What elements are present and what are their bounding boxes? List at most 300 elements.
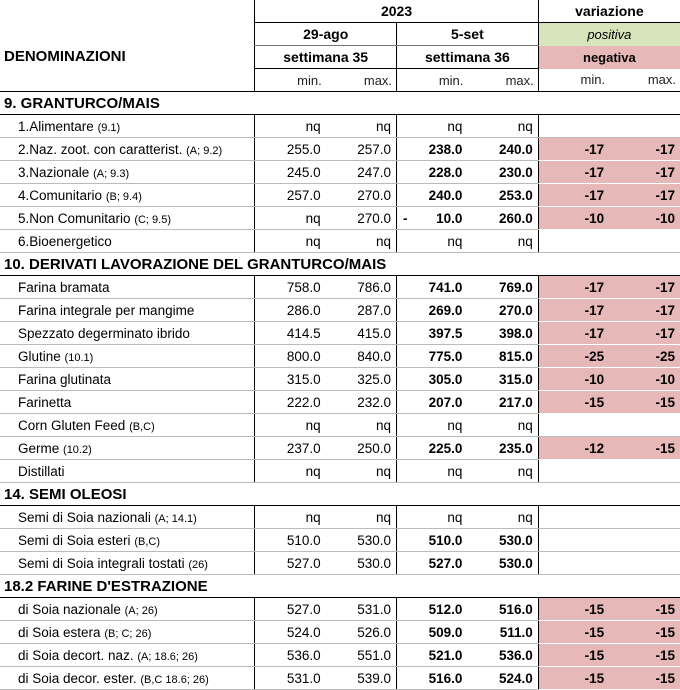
value-max-2	[467, 230, 538, 253]
value-max-2	[467, 161, 538, 184]
value-text: nq	[376, 417, 392, 433]
value-max-1	[326, 598, 397, 621]
row-name-cell	[0, 161, 255, 184]
value-min-2	[397, 207, 468, 230]
variazione-header: variazione	[538, 0, 680, 23]
row-code: (A; 18.6; 26)	[137, 650, 198, 663]
value-text: nq	[447, 118, 463, 134]
value-max-1	[326, 391, 397, 414]
value-max-2	[467, 621, 538, 644]
value-min-2	[397, 138, 468, 161]
value-text: 230.0	[498, 164, 533, 180]
value-text: 530.0	[498, 555, 533, 571]
value-max-1	[326, 138, 397, 161]
row-name: Corn Gluten Feed	[18, 417, 126, 433]
value-min-1	[255, 506, 326, 529]
variation-max: -15	[609, 598, 680, 621]
value-text: 250.0	[357, 440, 392, 456]
variation-min: -17	[538, 276, 609, 299]
row-name: Germe	[18, 440, 60, 456]
row-name-cell	[0, 460, 255, 483]
row-name: Semi di Soia nazionali	[18, 509, 151, 525]
value-text: 235.0	[498, 440, 533, 456]
value-text: 398.0	[498, 325, 533, 341]
value-text: nq	[517, 463, 533, 479]
section-title: 18.2 FARINE D'ESTRAZIONE	[0, 575, 680, 598]
row-name: 2.Naz. zoot. con caratterist.	[18, 141, 183, 157]
value-min-2	[397, 414, 468, 437]
row-name: Farina integrale per mangime	[18, 302, 195, 318]
value-max-1	[326, 299, 397, 322]
value-text: nq	[376, 509, 392, 525]
value-min-1	[255, 667, 326, 690]
value-min-1	[255, 644, 326, 667]
value-max-2	[467, 391, 538, 414]
value-min-1	[255, 115, 326, 138]
date2-header: 5-set	[397, 23, 539, 46]
value-max-2	[467, 345, 538, 368]
value-text: 516.0	[498, 601, 533, 617]
value-max-2	[467, 552, 538, 575]
row-name: 5.Non Comunitario	[18, 210, 131, 226]
row-code: (A; 14.1)	[154, 512, 197, 525]
value-text: 315.0	[498, 371, 533, 387]
value-max-1	[326, 621, 397, 644]
value-text: 510.0	[428, 532, 463, 548]
value-max-2	[467, 506, 538, 529]
value-min-1	[255, 276, 326, 299]
value-text: nq	[447, 463, 463, 479]
value-text: 325.0	[357, 371, 392, 387]
variation-max: -15	[609, 391, 680, 414]
value-text: nq	[376, 118, 392, 134]
value-text: 238.0	[428, 141, 463, 157]
value-max-2	[467, 184, 538, 207]
row-name-cell	[0, 391, 255, 414]
variation-max	[609, 460, 680, 483]
value-max-2	[467, 667, 538, 690]
value-min-1	[255, 391, 326, 414]
value-min-2	[397, 667, 468, 690]
value-text: 287.0	[357, 302, 392, 318]
value-max-2	[467, 138, 538, 161]
value-text: 315.0	[286, 371, 321, 387]
value-text: nq	[305, 210, 321, 226]
row-name: di Soia decort. naz.	[18, 647, 134, 663]
row-name-cell	[0, 184, 255, 207]
value-text: 511.0	[499, 624, 533, 640]
value-min-1	[255, 437, 326, 460]
value-min-1	[255, 299, 326, 322]
min-header: min.	[397, 69, 468, 92]
negativa-legend: negativa	[538, 46, 680, 69]
week2-header: settimana 36	[397, 46, 539, 69]
value-min-2	[397, 115, 468, 138]
variation-max: -15	[609, 621, 680, 644]
value-min-1	[255, 414, 326, 437]
value-min-1	[255, 368, 326, 391]
row-code: (B,C)	[134, 535, 160, 548]
row-code: (10.1)	[64, 351, 94, 364]
table-row	[0, 414, 680, 437]
value-text: 257.0	[286, 187, 321, 203]
value-text: 539.0	[357, 670, 392, 686]
value-max-2	[467, 460, 538, 483]
max-header: max.	[326, 69, 397, 92]
value-text: 397.5	[428, 325, 463, 341]
value-min-2	[397, 506, 468, 529]
value-text: 286.0	[286, 302, 321, 318]
row-name: 4.Comunitario	[18, 187, 103, 203]
value-text: nq	[447, 509, 463, 525]
value-text: 741.0	[428, 279, 463, 295]
value-text: 526.0	[357, 624, 392, 640]
variation-min	[538, 230, 609, 253]
value-max-2	[467, 207, 538, 230]
row-name-cell	[0, 138, 255, 161]
value-min-2	[397, 345, 468, 368]
value-text: 414.5	[286, 325, 321, 341]
table-row	[0, 644, 680, 667]
variation-max	[609, 115, 680, 138]
table-row	[0, 115, 680, 138]
min-header: min.	[538, 69, 609, 92]
value-min-1	[255, 184, 326, 207]
row-name-cell	[0, 345, 255, 368]
variation-min	[538, 529, 609, 552]
variation-min	[538, 115, 609, 138]
value-min-2	[397, 552, 468, 575]
variation-min: -15	[538, 667, 609, 690]
value-text: 530.0	[357, 532, 392, 548]
variation-min: -17	[538, 138, 609, 161]
variation-min: -10	[538, 207, 609, 230]
row-code: (B,C)	[129, 420, 155, 433]
value-text: 247.0	[357, 164, 392, 180]
value-max-1	[326, 644, 397, 667]
value-text: 260.0	[498, 210, 533, 226]
row-name-cell	[0, 644, 255, 667]
value-min-1	[255, 322, 326, 345]
value-text: 524.0	[286, 624, 321, 640]
variation-max: -17	[609, 322, 680, 345]
row-name: Glutine	[18, 348, 61, 364]
value-max-1	[326, 552, 397, 575]
value-text: nq	[517, 233, 533, 249]
value-max-1	[326, 207, 397, 230]
table-row	[0, 184, 680, 207]
value-min-1	[255, 529, 326, 552]
value-text: 253.0	[498, 187, 533, 203]
row-name-cell	[0, 437, 255, 460]
row-name: di Soia estera	[18, 624, 101, 640]
week1-header: settimana 35	[255, 46, 397, 69]
variation-max: -10	[609, 207, 680, 230]
section-title: 9. GRANTURCO/MAIS	[0, 92, 680, 115]
variation-min	[538, 460, 609, 483]
variation-max: -17	[609, 184, 680, 207]
row-name-cell	[0, 207, 255, 230]
value-min-1	[255, 345, 326, 368]
variation-max: -25	[609, 345, 680, 368]
value-min-1	[255, 598, 326, 621]
value-max-1	[326, 506, 397, 529]
value-text: 527.0	[286, 601, 321, 617]
value-text: 536.0	[498, 647, 533, 663]
value-min-2	[397, 460, 468, 483]
value-text: 521.0	[428, 647, 463, 663]
row-name-cell	[0, 621, 255, 644]
table-row	[0, 230, 680, 253]
variation-max: -17	[609, 276, 680, 299]
section-row	[0, 575, 680, 598]
row-code: (B; 9.4)	[105, 190, 142, 203]
section-row	[0, 253, 680, 276]
value-text: nq	[517, 118, 533, 134]
row-code: (B,C 18.6; 26)	[140, 673, 209, 686]
variation-min: -15	[538, 621, 609, 644]
value-min-1	[255, 138, 326, 161]
table-row	[0, 552, 680, 575]
variation-max	[609, 506, 680, 529]
variation-max	[609, 414, 680, 437]
variation-max: -15	[609, 437, 680, 460]
value-text: 237.0	[286, 440, 321, 456]
value-text: nq	[376, 233, 392, 249]
value-max-2	[467, 414, 538, 437]
row-code: (9.1)	[97, 121, 121, 134]
value-text: nq	[376, 463, 392, 479]
value-min-1	[255, 161, 326, 184]
value-text: 240.0	[498, 141, 533, 157]
value-max-1	[326, 322, 397, 345]
variation-min: -12	[538, 437, 609, 460]
value-max-1	[326, 368, 397, 391]
variation-min	[538, 506, 609, 529]
value-text: 305.0	[428, 371, 463, 387]
table-row	[0, 322, 680, 345]
row-name: Semi di Soia esteri	[18, 532, 131, 548]
table-row	[0, 161, 680, 184]
table-row	[0, 276, 680, 299]
value-text: 800.0	[286, 348, 321, 364]
value-text: 270.0	[357, 210, 392, 226]
table-row	[0, 598, 680, 621]
value-text: 509.0	[428, 624, 463, 640]
value-text: 516.0	[428, 670, 463, 686]
negative-sign: -	[403, 210, 408, 226]
table-row	[0, 299, 680, 322]
row-name-cell	[0, 506, 255, 529]
table-row	[0, 506, 680, 529]
min-header: min.	[255, 69, 326, 92]
value-text: nq	[305, 118, 321, 134]
row-name-cell	[0, 322, 255, 345]
value-min-2	[397, 276, 468, 299]
value-text: 269.0	[428, 302, 463, 318]
value-min-2	[397, 368, 468, 391]
row-code: (A; 26)	[124, 604, 158, 617]
section-row	[0, 483, 680, 506]
value-min-2	[397, 299, 468, 322]
row-name-cell	[0, 276, 255, 299]
table-row	[0, 345, 680, 368]
value-text: 531.0	[357, 601, 392, 617]
value-text: 530.0	[357, 555, 392, 571]
value-min-2	[397, 437, 468, 460]
value-max-1	[326, 460, 397, 483]
table-row	[0, 437, 680, 460]
value-text: 232.0	[357, 394, 392, 410]
value-text: 228.0	[428, 164, 463, 180]
value-max-1	[326, 345, 397, 368]
value-max-2	[467, 276, 538, 299]
value-text: nq	[305, 463, 321, 479]
variation-min	[538, 552, 609, 575]
value-text: 527.0	[286, 555, 321, 571]
value-text: 510.0	[286, 532, 321, 548]
table-row	[0, 621, 680, 644]
value-text: 840.0	[357, 348, 392, 364]
variation-min: -15	[538, 644, 609, 667]
row-code: (A; 9.3)	[93, 167, 130, 180]
variation-max: -10	[609, 368, 680, 391]
value-min-2	[397, 230, 468, 253]
row-name-cell	[0, 299, 255, 322]
row-code: (B; C; 26)	[104, 627, 152, 640]
row-name-cell	[0, 667, 255, 690]
table-row	[0, 667, 680, 690]
variation-max	[609, 529, 680, 552]
row-name: di Soia nazionale	[18, 601, 121, 617]
table-row	[0, 368, 680, 391]
value-text: 531.0	[286, 670, 321, 686]
row-code: (A; 9.2)	[186, 144, 223, 157]
value-max-2	[467, 368, 538, 391]
value-min-2	[397, 644, 468, 667]
value-max-1	[326, 276, 397, 299]
value-min-1	[255, 207, 326, 230]
section-row	[0, 92, 680, 115]
value-text: 255.0	[286, 141, 321, 157]
value-text: 512.0	[428, 601, 463, 617]
value-max-1	[326, 161, 397, 184]
value-text: 775.0	[428, 348, 463, 364]
value-text: 240.0	[428, 187, 463, 203]
value-text: 786.0	[357, 279, 392, 295]
max-header: max.	[467, 69, 538, 92]
section-title: 14. SEMI OLEOSI	[0, 483, 680, 506]
value-max-2	[467, 115, 538, 138]
variation-max: -17	[609, 299, 680, 322]
value-text: 245.0	[286, 164, 321, 180]
row-name: 6.Bioenergetico	[18, 233, 112, 249]
positiva-legend: positiva	[538, 23, 680, 46]
value-min-2	[397, 322, 468, 345]
row-name-cell	[0, 552, 255, 575]
row-name-cell	[0, 529, 255, 552]
value-text: 225.0	[428, 440, 463, 456]
value-text: 270.0	[498, 302, 533, 318]
value-text: 530.0	[498, 532, 533, 548]
value-text: 536.0	[286, 647, 321, 663]
value-text: 222.0	[286, 394, 321, 410]
value-max-2	[467, 299, 538, 322]
value-text: nq	[447, 417, 463, 433]
value-text: 758.0	[286, 279, 321, 295]
variation-min: -25	[538, 345, 609, 368]
value-max-1	[326, 115, 397, 138]
value-min-2	[397, 161, 468, 184]
value-max-2	[467, 529, 538, 552]
value-min-2	[397, 184, 468, 207]
row-name-cell	[0, 414, 255, 437]
value-text: 270.0	[357, 187, 392, 203]
row-name: Farina bramata	[18, 279, 110, 295]
variation-min: -15	[538, 598, 609, 621]
value-text: 769.0	[498, 279, 533, 295]
section-title: 10. DERIVATI LAVORAZIONE DEL GRANTURCO/MAIS	[0, 253, 680, 276]
date1-header: 29-ago	[255, 23, 397, 46]
value-max-2	[467, 644, 538, 667]
value-text: nq	[447, 233, 463, 249]
value-min-1	[255, 621, 326, 644]
row-code: (26)	[188, 558, 208, 571]
value-text: 217.0	[498, 394, 533, 410]
table-row	[0, 460, 680, 483]
value-min-2	[397, 621, 468, 644]
value-text: 207.0	[428, 394, 463, 410]
variation-min: -15	[538, 391, 609, 414]
variation-max	[609, 552, 680, 575]
row-code: (C; 9.5)	[134, 213, 172, 226]
row-name: 3.Nazionale	[18, 164, 90, 180]
row-name-cell	[0, 598, 255, 621]
value-text: 415.0	[357, 325, 392, 341]
value-max-1	[326, 230, 397, 253]
value-text: nq	[517, 509, 533, 525]
denominazioni-header: DENOMINAZIONI	[0, 23, 255, 92]
value-min-2	[397, 391, 468, 414]
value-text: 815.0	[498, 348, 533, 364]
variation-max: -15	[609, 667, 680, 690]
row-name-cell	[0, 115, 255, 138]
value-text: 257.0	[357, 141, 392, 157]
year-header: 2023	[255, 0, 538, 23]
variation-max	[609, 230, 680, 253]
variation-max: -17	[609, 161, 680, 184]
value-max-2	[467, 322, 538, 345]
table-row	[0, 138, 680, 161]
variation-min: -17	[538, 322, 609, 345]
variation-min: -17	[538, 299, 609, 322]
value-text: nq	[305, 509, 321, 525]
max-header: max.	[609, 69, 680, 92]
value-min-2	[397, 598, 468, 621]
value-text: nq	[305, 233, 321, 249]
variation-min	[538, 414, 609, 437]
value-min-1	[255, 552, 326, 575]
value-min-1	[255, 460, 326, 483]
row-name-cell	[0, 368, 255, 391]
value-text: 527.0	[428, 555, 463, 571]
row-name: Distillati	[18, 463, 65, 479]
variation-min: -10	[538, 368, 609, 391]
row-name: 1.Alimentare	[18, 118, 94, 134]
value-text: nq	[517, 417, 533, 433]
value-text: 10.0	[436, 210, 463, 226]
value-max-1	[326, 184, 397, 207]
